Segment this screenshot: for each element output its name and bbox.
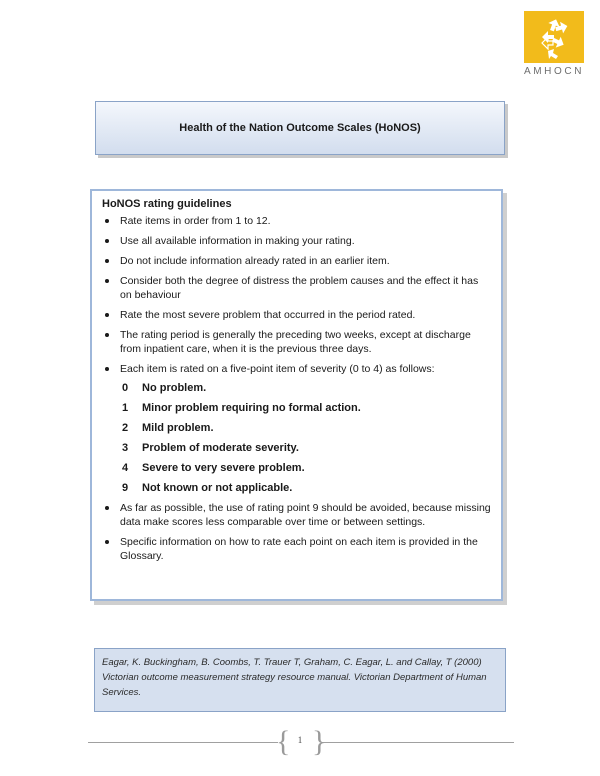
guideline-item: Rate items in order from 1 to 12.: [102, 214, 491, 228]
scale-label: Problem of moderate severity.: [142, 442, 299, 454]
guideline-item: The rating period is generally the preceding two weeks, except at discharge from inpatient care, when it is the previous three days.: [102, 328, 491, 356]
scale-number: 4: [122, 462, 129, 474]
guideline-item: Do not include information already rated in an earlier item.: [102, 254, 491, 268]
scale-number: 9: [122, 482, 129, 494]
scale-label: No problem.: [142, 382, 207, 394]
footer-rule-right: [322, 742, 514, 743]
brace-right-icon: }: [312, 725, 327, 758]
guidelines-heading: HoNOS rating guidelines: [102, 198, 232, 210]
guideline-item: Use all available information in making your rating.: [102, 234, 491, 248]
scale-row: [122, 441, 491, 455]
brace-left-icon: {: [276, 725, 291, 758]
footer-rule-left: [88, 742, 278, 743]
logo-arrows-icon: [524, 11, 584, 63]
scale-label: Mild problem.: [142, 422, 214, 434]
page-title: Health of the Nation Outcome Scales (HoNOS): [179, 122, 421, 134]
reference-box: [94, 648, 506, 712]
guidelines-box: [90, 189, 503, 601]
scale-row: [122, 461, 491, 475]
scale-row: [122, 481, 491, 495]
reference-citation: Eagar, K. Buckingham, B. Coombs, T. Trauer T, Graham, C. Eagar, L. and Callay, T (2000) Victorian outcome measurement strategy resource manual. Victorian Department of Human Services.: [102, 657, 487, 698]
guideline-item: As far as possible, the use of rating point 9 should be avoided, because missing data make scores less comparable over time or between settings.: [102, 501, 491, 529]
scale-number: 3: [122, 442, 129, 454]
scale-row: [122, 401, 491, 415]
guideline-item: Specific information on how to rate each point on each item is provided in the Glossary.: [102, 535, 491, 563]
guideline-item: Each item is rated on a five-point item of severity (0 to 4) as follows:: [102, 362, 491, 376]
guidelines-list-top: [102, 214, 491, 376]
page-number: 1: [297, 735, 303, 745]
scale-row: [122, 381, 491, 395]
guidelines-list-bottom: [102, 501, 491, 563]
logo-wordmark: AMHOCN: [523, 66, 585, 77]
severity-scale: [122, 381, 491, 495]
scale-label: Minor problem requiring no formal action.: [142, 402, 361, 414]
guideline-item: Rate the most severe problem that occurred in the period rated.: [102, 308, 491, 322]
scale-number: 1: [122, 402, 129, 414]
guideline-item: Consider both the degree of distress the problem causes and the effect it has on behaviour: [102, 274, 491, 302]
scale-number: 0: [122, 382, 129, 394]
scale-row: [122, 421, 491, 435]
title-banner: [95, 101, 505, 155]
scale-number: 2: [122, 422, 129, 434]
scale-label: Severe to very severe problem.: [142, 462, 305, 474]
amhocn-logo: [524, 11, 584, 63]
scale-label: Not known or not applicable.: [142, 482, 293, 494]
